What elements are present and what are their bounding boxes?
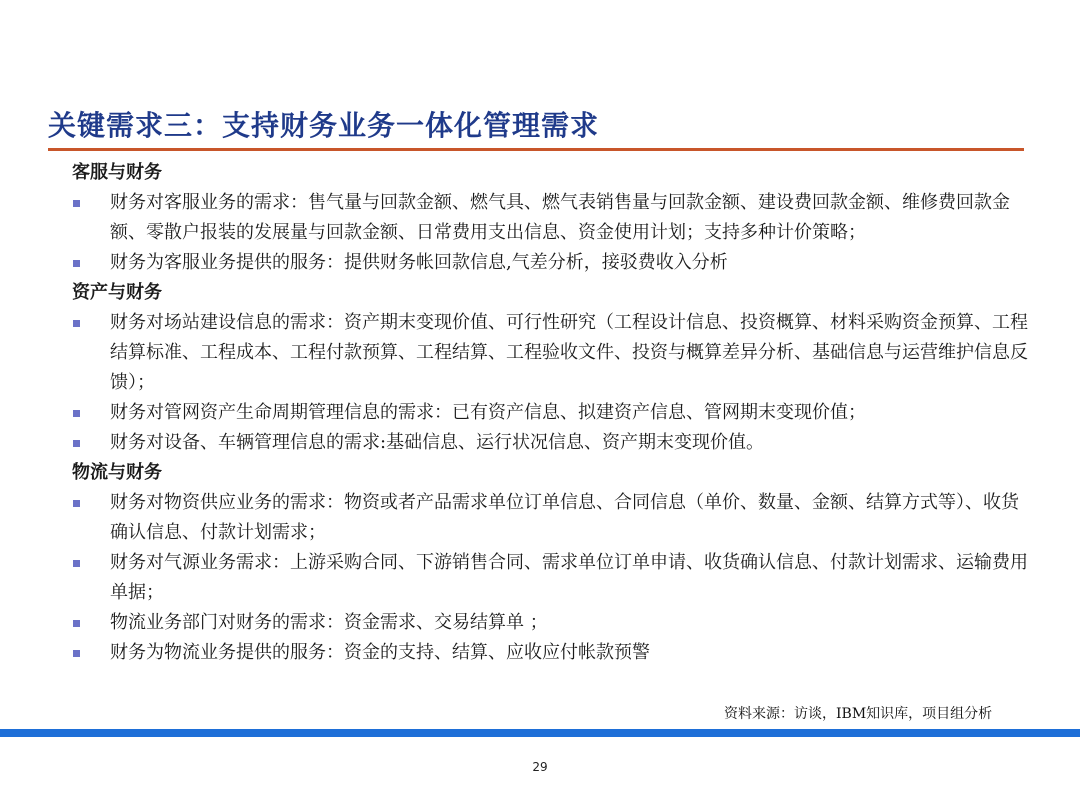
square-bullet-icon [73,260,80,267]
square-bullet-icon [73,500,80,507]
title-divider [48,148,1024,151]
section-heading-logistics: 物流与财务 [72,462,162,483]
list-item: 财务对设备、车辆管理信息的需求:基础信息、运行状况信息、资产期末变现价值。 [70,428,1030,458]
list-item: 财务为物流业务提供的服务：资金的支持、结算、应收应付帐款预警 [70,638,1030,668]
list-item: 财务对管网资产生命周期管理信息的需求：已有资产信息、拟建资产信息、管网期末变现价值； [70,398,1030,428]
square-bullet-icon [73,320,80,327]
square-bullet-icon [73,200,80,207]
section-heading-service: 客服与财务 [72,162,162,183]
section-heading-assets: 资产与财务 [72,282,162,303]
list-item: 财务为客服业务提供的服务：提供财务帐回款信息,气差分析，接驳费收入分析 [70,248,1030,278]
slide-title: 关键需求三：支持财务业务一体化管理需求 [48,109,600,142]
list-item: 财务对场站建设信息的需求：资产期末变现价值、可行性研究（工程设计信息、投资概算、材料采购资金预算、工程结算标准、工程成本、工程付款预算、工程结算、工程验收文件、投资与概算差异分析、基础信息与运营维护信息反馈）； [70,308,1030,398]
slide-content [70,158,1030,668]
source-note: 资料来源：访谈，IBM知识库，项目组分析 [724,706,993,722]
list-item: 财务对气源业务需求：上游采购合同、下游销售合同、需求单位订单申请、收货确认信息、付款计划需求、运输费用单据； [70,548,1030,608]
square-bullet-icon [73,410,80,417]
square-bullet-icon [73,620,80,627]
footer-bar [0,729,1080,737]
square-bullet-icon [73,650,80,657]
list-item: 财务对客服业务的需求：售气量与回款金额、燃气具、燃气表销售量与回款金额、建设费回款金额、维修费回款金额、零散户报装的发展量与回款金额、日常费用支出信息、资金使用计划；支持多种计价策略； [70,188,1030,248]
square-bullet-icon [73,560,80,567]
page-number: 29 [532,760,548,774]
list-item: 财务对物资供应业务的需求：物资或者产品需求单位订单信息、合同信息（单价、数量、金额、结算方式等）、收货确认信息、付款计划需求； [70,488,1030,548]
list-item: 物流业务部门对财务的需求：资金需求、交易结算单 ； [70,608,1030,638]
square-bullet-icon [73,440,80,447]
